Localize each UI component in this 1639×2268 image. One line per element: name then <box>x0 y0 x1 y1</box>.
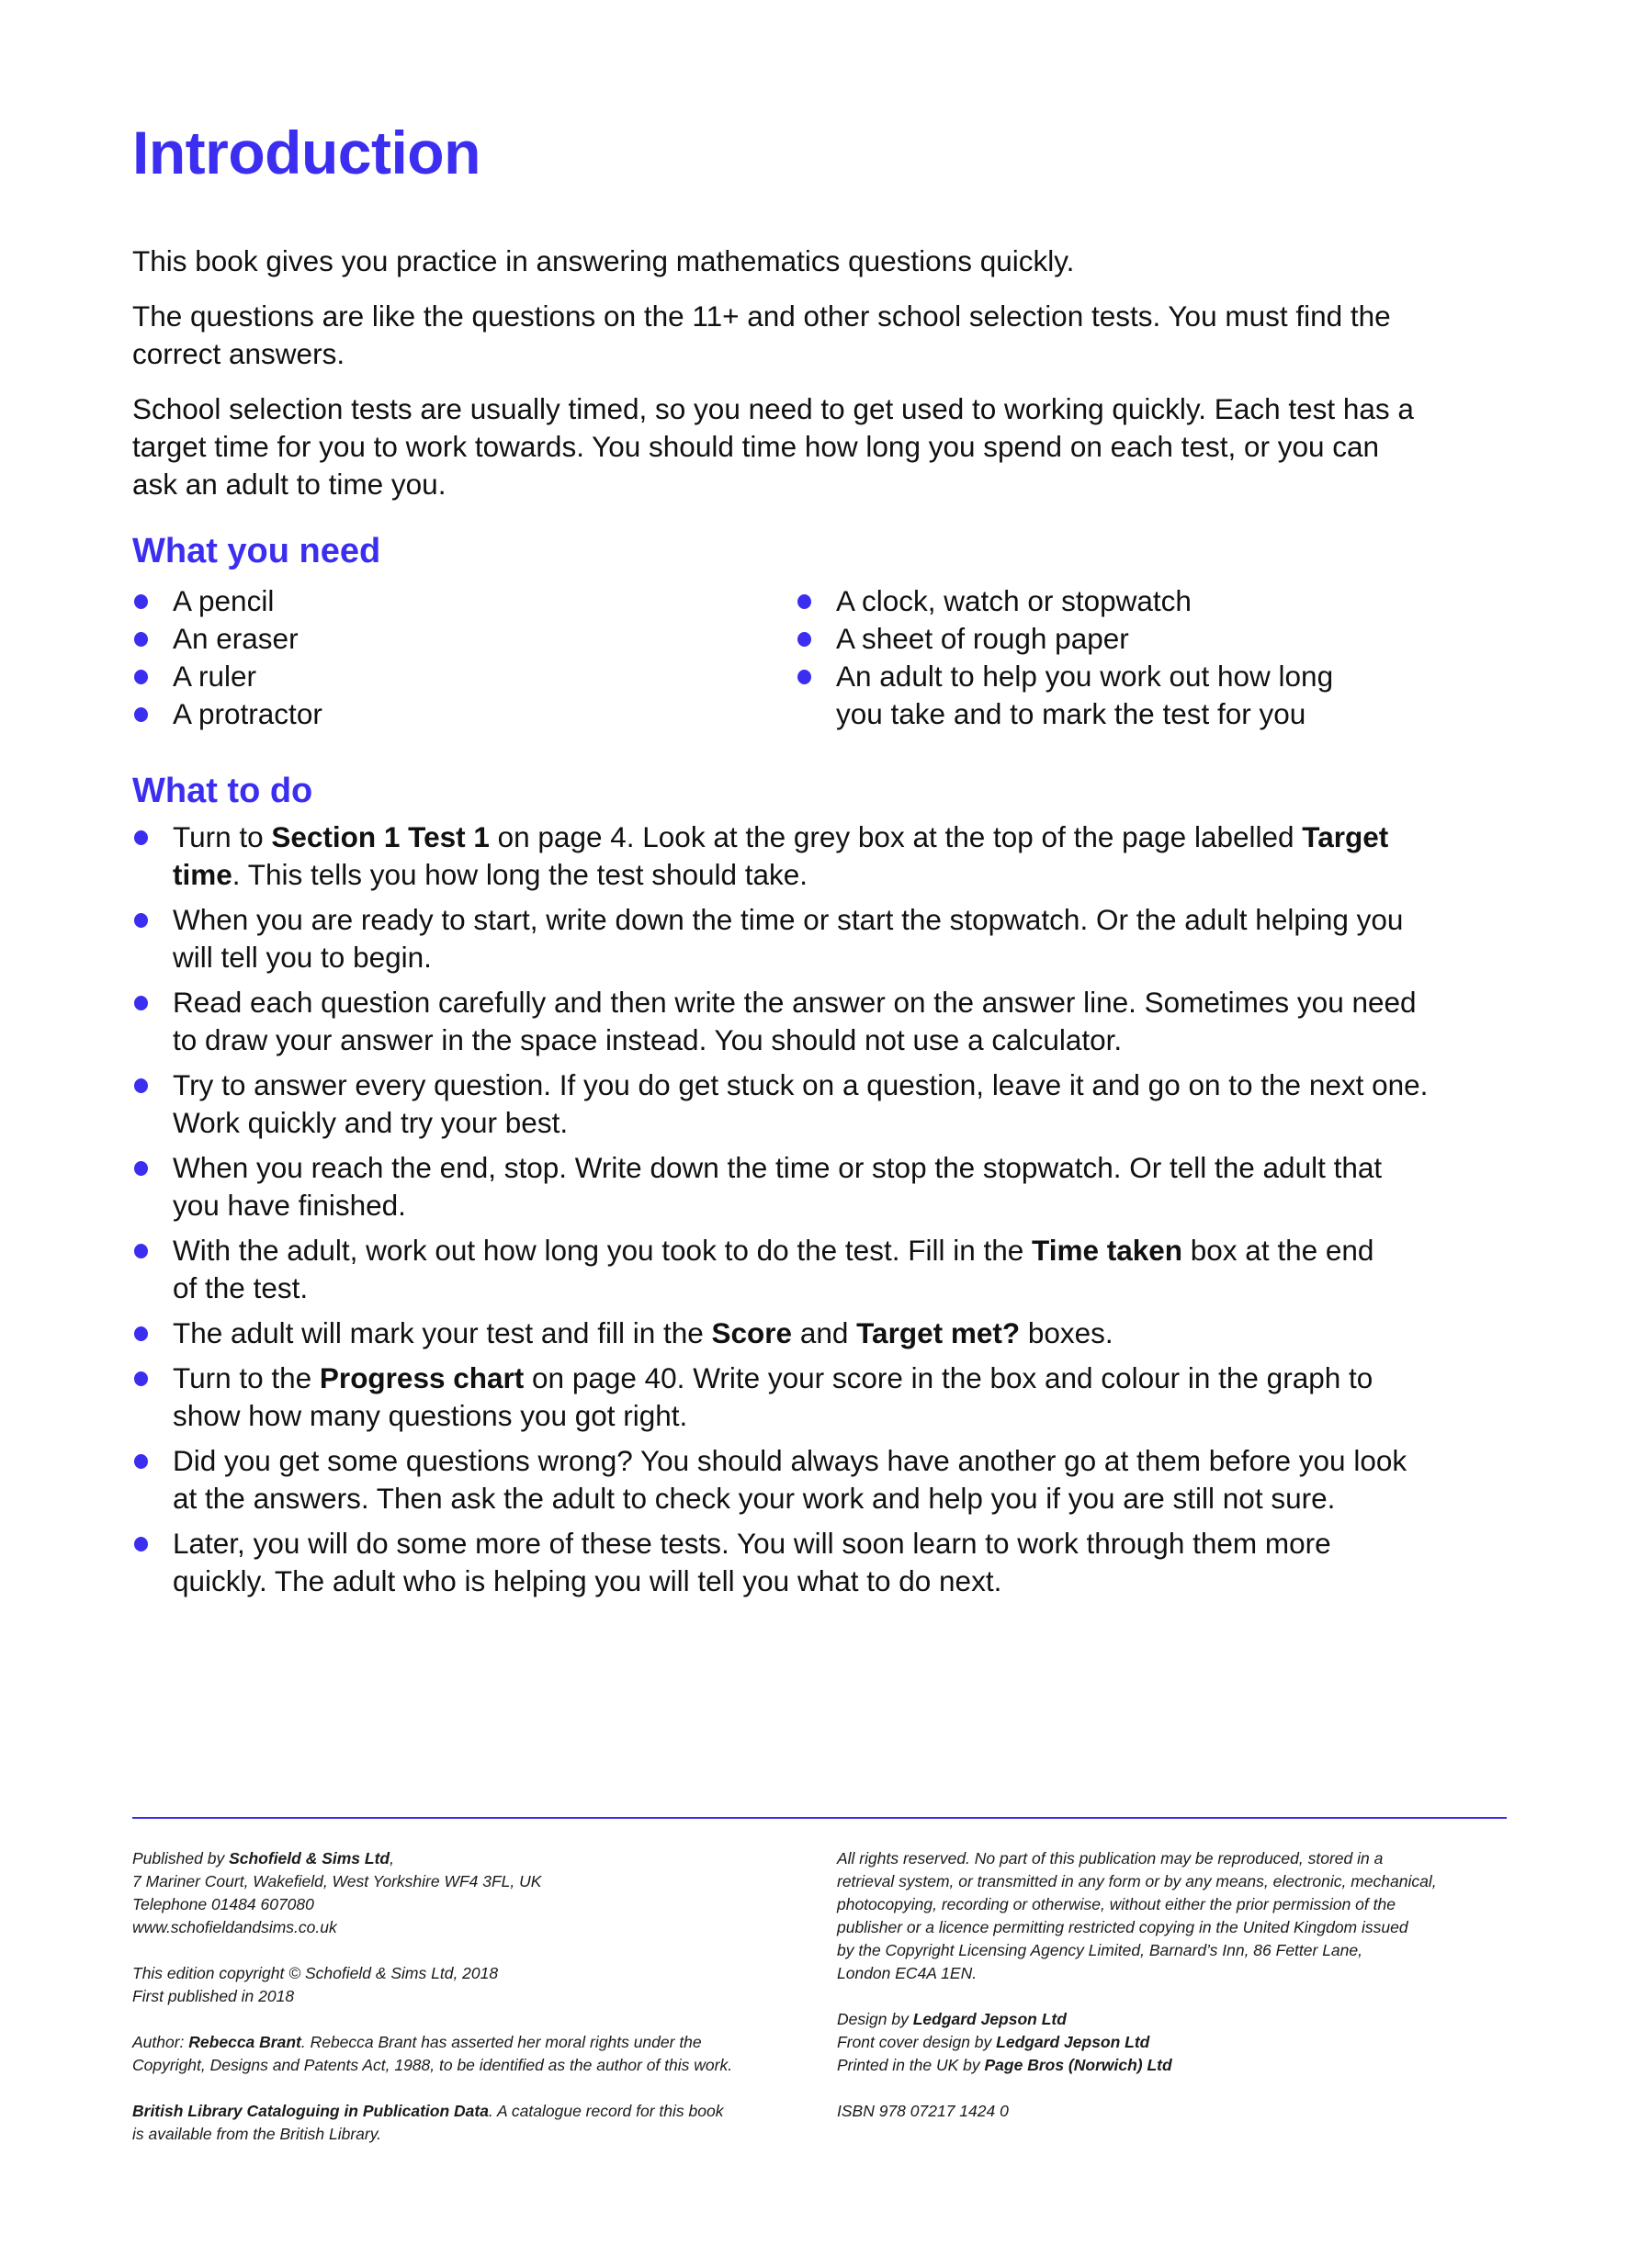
needs-list-item <box>132 695 775 733</box>
text-segment: www.schofieldandsims.co.uk <box>132 1918 337 1936</box>
text-line <box>173 1480 1520 1518</box>
footer-line <box>837 1939 1508 1962</box>
footer-line <box>837 1847 1508 1870</box>
bullet-icon <box>134 830 148 845</box>
text-segment: Later, you will do some more of these tests. You will soon learn to work through them more <box>173 1527 1331 1560</box>
text-line <box>173 1066 1520 1104</box>
footer-line <box>132 2123 803 2146</box>
text-line <box>173 1442 1520 1480</box>
text-segment: 7 Mariner Court, Wakefield, West Yorkshire WF4 3FL, UK <box>132 1872 542 1890</box>
text-line <box>173 901 1520 939</box>
text-line: A sheet of rough paper <box>836 622 1129 655</box>
footer-line <box>837 2031 1508 2054</box>
text-line <box>173 1232 1520 1269</box>
bullet-icon <box>797 594 811 609</box>
instruction-item <box>132 984 1520 1059</box>
text-line <box>173 939 1520 976</box>
needs-list-right-items <box>796 582 1494 733</box>
bold-text: Ledgard Jepson Ltd <box>912 2010 1067 2028</box>
instruction-item <box>132 901 1520 976</box>
text-line <box>173 1104 1520 1142</box>
intro-paragraph <box>132 243 1510 280</box>
footer-line <box>837 1962 1508 1985</box>
needs-list-item <box>796 582 1494 620</box>
text-segment: to draw your answer in the space instead. You should not use a calculator. <box>173 1023 1123 1056</box>
bullet-icon <box>134 1161 148 1176</box>
text-segment: . A catalogue record for this book <box>488 2102 724 2120</box>
instruction-item <box>132 1360 1520 1435</box>
text-segment: Work quickly and try your best. <box>173 1106 569 1139</box>
instructions-list-items <box>132 818 1520 1600</box>
needs-list-item <box>796 658 1494 733</box>
footer-spacer <box>132 2008 803 2031</box>
bold-text: Rebecca Brant <box>188 2033 301 2051</box>
text-line <box>173 818 1520 856</box>
text-line <box>173 1563 1520 1600</box>
bullet-icon <box>134 913 148 928</box>
text-segment: Design by <box>837 2010 913 2028</box>
text-segment: box at the end <box>1182 1234 1374 1267</box>
needs-list-right <box>796 582 1494 733</box>
footer-line <box>837 1893 1508 1916</box>
text-segment: Did you get some questions wrong? You should always have another go at them before you look <box>173 1444 1407 1477</box>
text-line <box>173 1269 1520 1307</box>
text-line <box>173 856 1520 894</box>
bold-text: Time taken <box>1032 1234 1183 1267</box>
footer-divider <box>132 1817 1507 1819</box>
bold-text: Ledgard Jepson Ltd <box>996 2033 1150 2051</box>
bold-text: Schofield & Sims Ltd <box>229 1849 390 1867</box>
bold-text: Progress chart <box>319 1361 525 1394</box>
footer-line <box>132 2031 803 2054</box>
text-segment: retrieval system, or transmitted in any form or by any means, electronic, mechanical, <box>837 1872 1437 1890</box>
text-line: This book gives you practice in answering mathematics questions quickly. <box>132 244 1075 277</box>
text-line <box>173 1525 1520 1563</box>
text-segment: . This tells you how long the test should take. <box>232 858 808 891</box>
text-segment: of the test. <box>173 1271 309 1304</box>
footer-line <box>837 1916 1508 1939</box>
bullet-icon <box>134 1371 148 1386</box>
needs-list-item <box>132 582 775 620</box>
text-segment: Front cover design by <box>837 2033 997 2051</box>
intro-text <box>132 243 1510 521</box>
bold-text: Page Bros (Norwich) Ltd <box>984 2056 1172 2074</box>
page-title: Introduction <box>132 118 480 186</box>
footer-line <box>132 2100 803 2123</box>
footer-line <box>132 1916 803 1939</box>
text-line <box>173 1187 1520 1224</box>
footer-line <box>132 2054 803 2077</box>
text-segment: boxes. <box>1020 1316 1113 1349</box>
instruction-item <box>132 818 1520 894</box>
footer-rights-info <box>837 1847 1508 2123</box>
footer-line <box>132 1985 803 2008</box>
intro-paragraph <box>132 298 1510 373</box>
text-segment: at the answers. Then ask the adult to check your work and help you if you are still not sure. <box>173 1482 1336 1515</box>
text-line: ask an adult to time you. <box>132 468 446 501</box>
footer-spacer <box>132 1939 803 1962</box>
bold-text: Score <box>711 1316 793 1349</box>
bullet-icon <box>134 1537 148 1551</box>
text-segment: , <box>390 1849 394 1867</box>
instruction-item <box>132 1442 1520 1518</box>
text-line <box>173 1021 1520 1059</box>
text-segment: by the Copyright Licensing Agency Limited, Barnard’s Inn, 86 Fetter Lane, <box>837 1941 1362 1959</box>
text-line <box>173 984 1520 1021</box>
text-segment: This edition copyright © Schofield & Sims Ltd, 2018 <box>132 1964 499 1982</box>
needs-list-item <box>132 658 775 695</box>
text-segment: Telephone 01484 607080 <box>132 1895 314 1913</box>
text-line: A ruler <box>173 660 257 693</box>
text-segment: publisher or a licence permitting restricted copying in the United Kingdom issued <box>837 1918 1408 1936</box>
footer-line <box>837 2100 1508 2123</box>
bullet-icon <box>134 1244 148 1258</box>
text-line: A pencil <box>173 584 275 617</box>
text-segment: Published by <box>132 1849 230 1867</box>
bullet-icon <box>134 594 148 609</box>
text-line <box>173 1315 1520 1352</box>
bullet-icon <box>134 632 148 647</box>
instruction-item <box>132 1232 1520 1307</box>
text-segment: Turn to <box>173 820 272 853</box>
needs-list-item <box>132 620 775 658</box>
text-line <box>173 1397 1520 1435</box>
needs-list-left <box>132 582 775 733</box>
bullet-icon <box>797 670 811 684</box>
text-segment: is available from the British Library. <box>132 2125 382 2143</box>
text-segment: Copyright, Designs and Patents Act, 1988, to be identified as the author of this work. <box>132 2056 733 2074</box>
bullet-icon <box>134 707 148 722</box>
bullet-icon <box>797 632 811 647</box>
text-line: target time for you to work towards. You should time how long you spend on each test, or you can <box>132 430 1380 463</box>
intro-paragraph <box>132 390 1510 503</box>
needs-list-item <box>796 620 1494 658</box>
footer-line <box>132 1893 803 1916</box>
text-line: you take and to mark the test for you <box>836 697 1306 730</box>
bullet-icon <box>134 1454 148 1469</box>
text-line: A clock, watch or stopwatch <box>836 584 1192 617</box>
text-segment: All rights reserved. No part of this publication may be reproduced, stored in a <box>837 1849 1384 1867</box>
text-segment: quickly. The adult who is helping you will tell you what to do next. <box>173 1564 1002 1597</box>
footer-line <box>837 2054 1508 2077</box>
text-segment: photocopying, recording or otherwise, without either the prior permission of the <box>837 1895 1396 1913</box>
needs-list-left-items <box>132 582 775 733</box>
text-segment: London EC4A 1EN. <box>837 1964 978 1982</box>
text-segment: Printed in the UK by <box>837 2056 985 2074</box>
instructions-list <box>132 818 1520 1608</box>
text-segment: show how many questions you got right. <box>173 1399 688 1432</box>
footer-line <box>132 1847 803 1870</box>
bold-text: Section 1 Test 1 <box>271 820 490 853</box>
text-segment: When you are ready to start, write down the time or start the stopwatch. Or the adult helping you <box>173 903 1404 936</box>
footer-line <box>837 2008 1508 2031</box>
text-line: correct answers. <box>132 337 345 370</box>
text-line: School selection tests are usually timed, so you need to get used to working quickly. Each test has a <box>132 392 1414 425</box>
footer-line <box>132 1870 803 1893</box>
text-line: A protractor <box>173 697 322 730</box>
bold-text: British Library Cataloguing in Publication Data <box>132 2102 489 2120</box>
bullet-icon <box>134 996 148 1010</box>
text-segment: Author: <box>132 2033 189 2051</box>
instruction-item <box>132 1525 1520 1600</box>
footer-line <box>837 1870 1508 1893</box>
text-segment: . Rebecca Brant has asserted her moral rights under the <box>300 2033 702 2051</box>
instruction-item <box>132 1149 1520 1224</box>
text-line: An adult to help you work out how long <box>836 660 1334 693</box>
text-segment: Try to answer every question. If you do get stuck on a question, leave it and go on to the next one. <box>173 1068 1429 1101</box>
bold-text: time <box>173 858 232 891</box>
instruction-item <box>132 1066 1520 1142</box>
text-line <box>173 1360 1520 1397</box>
footer-publisher-info <box>132 1847 803 2146</box>
text-segment: Turn to the <box>173 1361 320 1394</box>
bullet-icon <box>134 1078 148 1093</box>
bullet-icon <box>134 670 148 684</box>
text-segment: ISBN 978 07217 1424 0 <box>837 2102 1009 2120</box>
what-you-need-heading: What you need <box>132 532 381 570</box>
text-segment: on page 40. Write your score in the box and colour in the graph to <box>524 1361 1373 1394</box>
text-segment: you have finished. <box>173 1189 406 1222</box>
text-line: The questions are like the questions on the 11+ and other school selection tests. You must find the <box>132 299 1391 333</box>
text-segment: With the adult, work out how long you took to do the test. Fill in the <box>173 1234 1033 1267</box>
footer-spacer <box>837 2077 1508 2100</box>
bold-text: Target <box>1302 820 1389 853</box>
instruction-item <box>132 1315 1520 1352</box>
bold-text: Target met? <box>856 1316 1021 1349</box>
text-line <box>173 1149 1520 1187</box>
footer-line <box>132 1962 803 1985</box>
text-segment: Read each question carefully and then write the answer on the answer line. Sometimes you need <box>173 986 1417 1019</box>
text-segment: The adult will mark your test and fill in the <box>173 1316 712 1349</box>
footer-spacer <box>837 1985 1508 2008</box>
text-segment: will tell you to begin. <box>173 941 432 974</box>
text-line: An eraser <box>173 622 299 655</box>
text-segment: When you reach the end, stop. Write down the time or stop the stopwatch. Or tell the adult that <box>173 1151 1383 1184</box>
text-segment: and <box>792 1316 857 1349</box>
footer-spacer <box>132 2077 803 2100</box>
what-to-do-heading: What to do <box>132 772 313 810</box>
bullet-icon <box>134 1326 148 1341</box>
text-segment: on page 4. Look at the grey box at the top of the page labelled <box>489 820 1303 853</box>
text-segment: First published in 2018 <box>132 1987 295 2005</box>
